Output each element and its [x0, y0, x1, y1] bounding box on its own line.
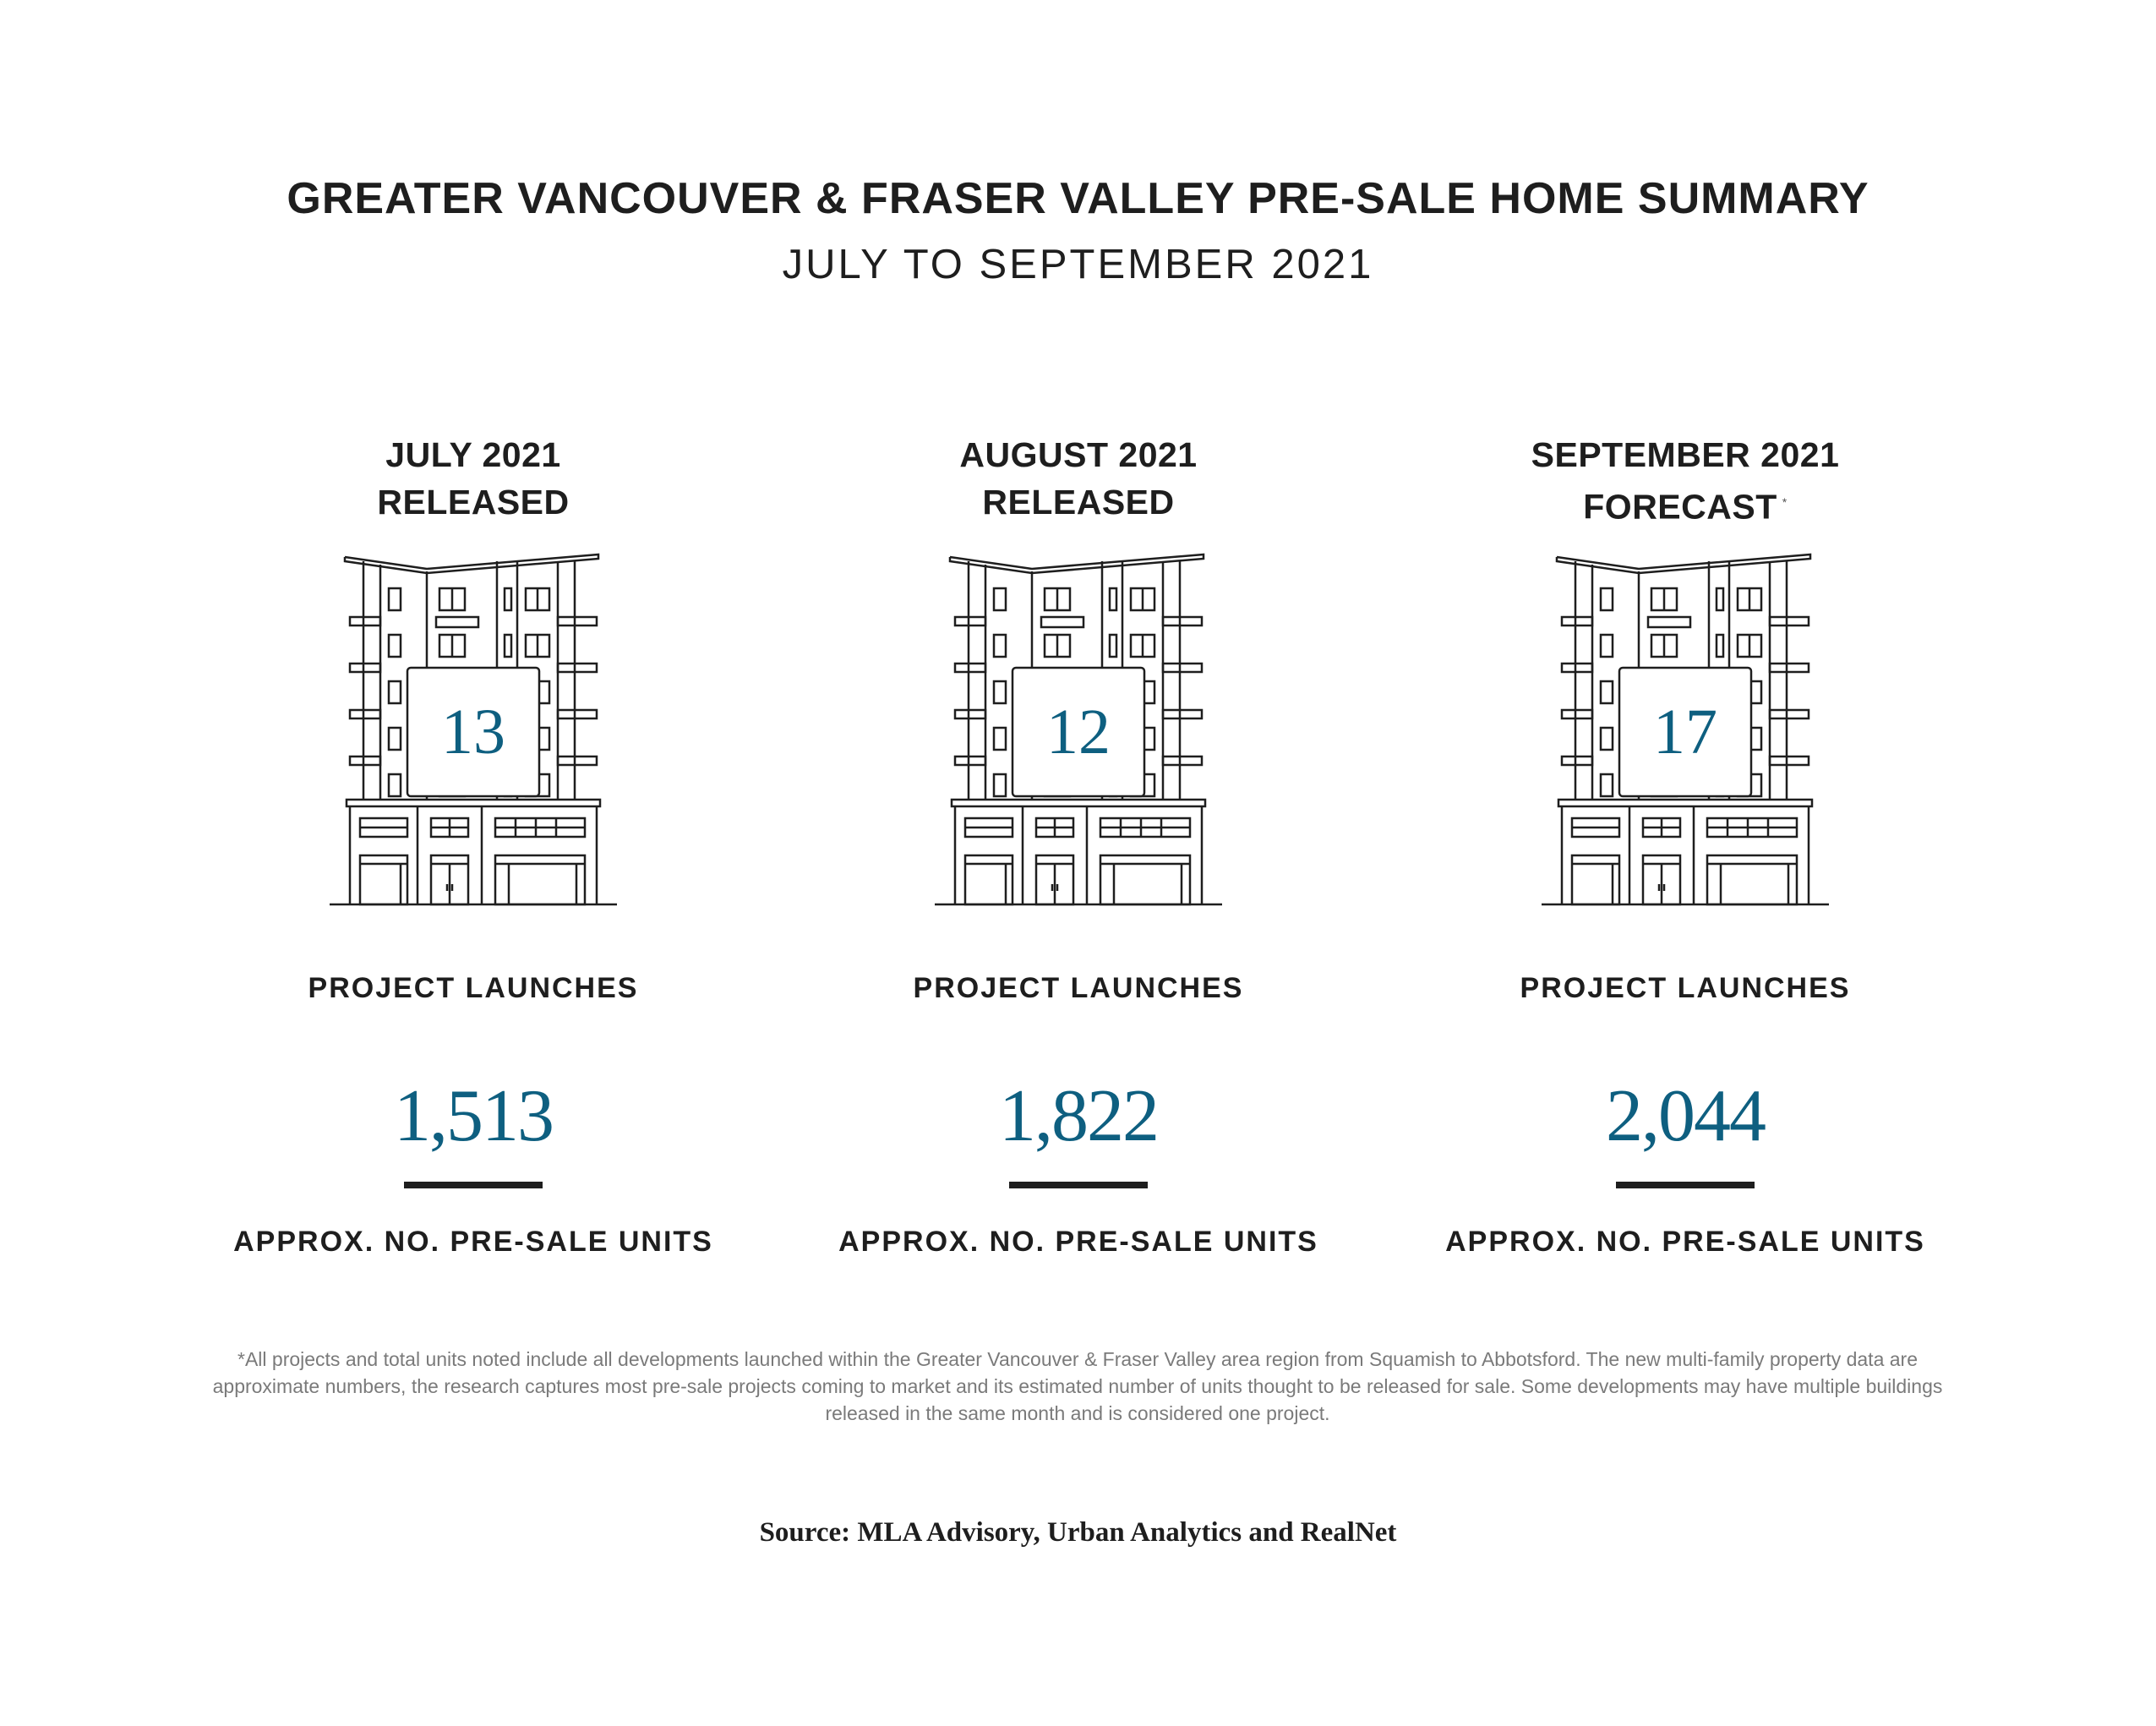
project-launches-label: PROJECT LAUNCHES: [1520, 972, 1851, 1004]
column-month: JULY 2021: [385, 435, 561, 474]
column-heading: [1347, 431, 2023, 531]
column-status: RELEASED: [377, 483, 570, 522]
units-divider: [1009, 1182, 1148, 1188]
pre-sale-units-label: APPROX. NO. PRE-SALE UNITS: [838, 1226, 1318, 1258]
column-status: FORECAST: [1583, 487, 1777, 527]
project-launches-label: PROJECT LAUNCHES: [913, 972, 1244, 1004]
column-status: RELEASED: [982, 483, 1175, 522]
page-subtitle: JULY TO SEPTEMBER 2021: [782, 242, 1374, 287]
pre-sale-units-number: 1,513: [394, 1075, 553, 1157]
column-month: AUGUST 2021: [959, 435, 1198, 474]
column-heading: [740, 431, 1416, 526]
pre-sale-units-label: APPROX. NO. PRE-SALE UNITS: [233, 1226, 713, 1258]
column-heading: [135, 431, 811, 526]
summary-column-september: [1347, 431, 2023, 1276]
pre-sale-units-number: 2,044: [1606, 1075, 1765, 1157]
pre-sale-units-number: 1,822: [999, 1075, 1158, 1157]
project-launches-number: 13: [441, 696, 505, 767]
column-month: SEPTEMBER 2021: [1531, 435, 1840, 474]
forecast-footnote-marker: *: [1782, 495, 1788, 509]
project-launches-number: 17: [1653, 696, 1717, 767]
summary-column-july: [135, 431, 811, 1276]
building-icon: [330, 549, 617, 921]
source-credit: Source: MLA Advisory, Urban Analytics and RealNet: [759, 1517, 1397, 1548]
building-icon: [1542, 549, 1829, 921]
units-divider: [1616, 1182, 1755, 1188]
page-title: GREATER VANCOUVER & FRASER VALLEY PRE-SALE HOME SUMMARY: [287, 174, 1869, 223]
summary-column-august: [740, 431, 1416, 1276]
pre-sale-units-label: APPROX. NO. PRE-SALE UNITS: [1445, 1226, 1925, 1258]
project-launches-number: 12: [1046, 696, 1111, 767]
footnote: *All projects and total units noted include all developments launched within the Greater Vancouver & Fraser Valley area region from Squamish to Abbotsford. The new multi-family property data are approximate numbers, the research captures most pre-sale projects coming to market and its estimated number of units thought to be released for sale. Some developments may have multiple buildings released in the same month and is considered one project.: [212, 1348, 1943, 1424]
building-icon: [935, 549, 1222, 921]
project-launches-label: PROJECT LAUNCHES: [308, 972, 639, 1004]
units-divider: [404, 1182, 543, 1188]
